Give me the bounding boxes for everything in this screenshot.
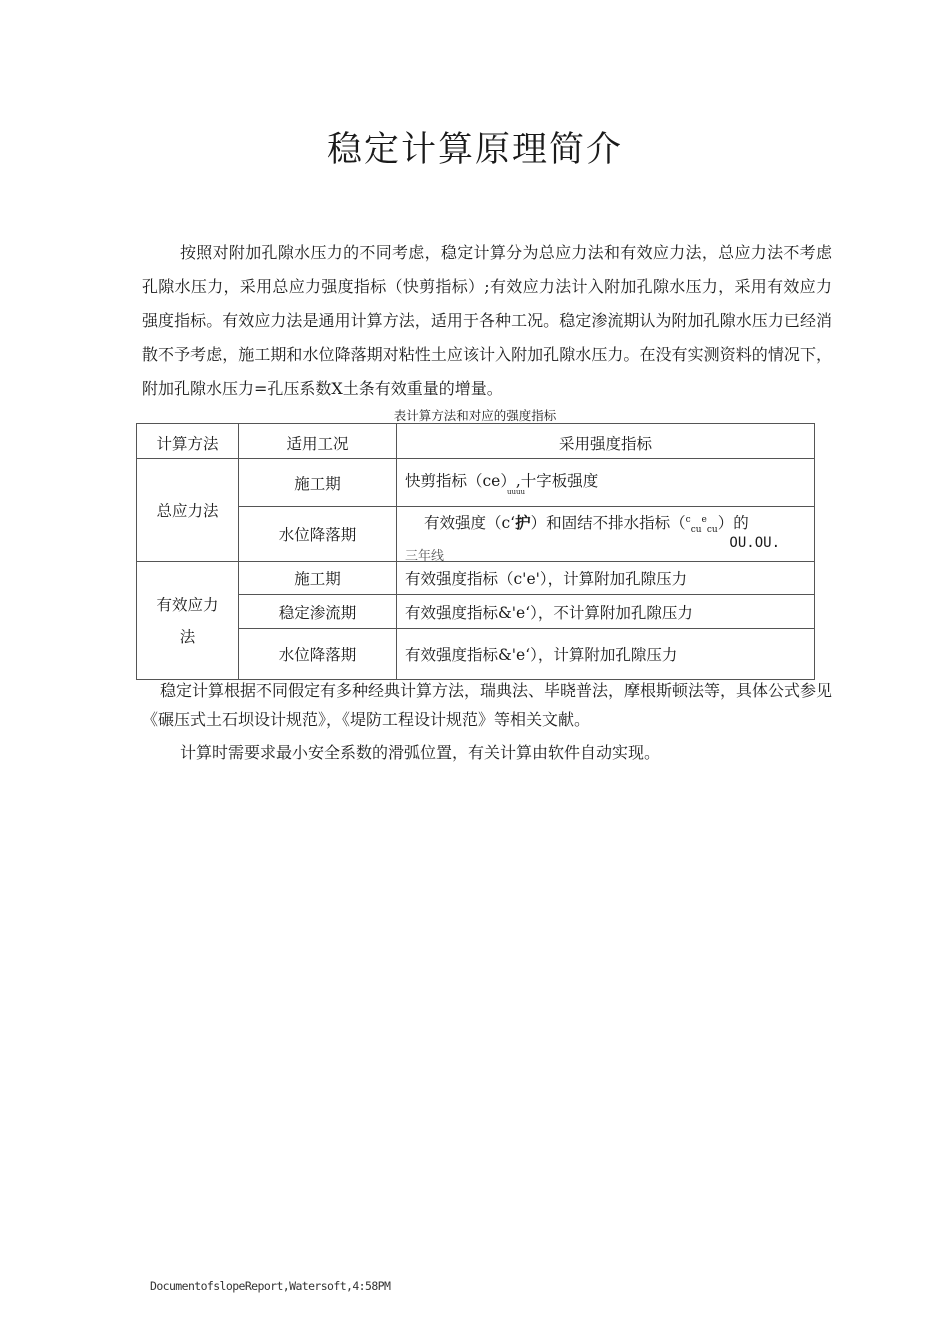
index-cell: 快剪指标（ce）,十字板强度 uuuu bbox=[397, 459, 815, 507]
header-index: 采用强度指标 bbox=[397, 424, 815, 459]
table-row bbox=[137, 459, 815, 507]
index-cut-text: 三年线 bbox=[405, 549, 445, 565]
header-condition: 适用工况 bbox=[239, 424, 397, 459]
methods-paragraph: 稳定计算根据不同假定有多种经典计算方法，瑞典法、毕晓普法，摩根斯顿法等，具体公式参见《碾压式土石坝设计规范》，《堤防工程设计规范》等相关文献。 bbox=[142, 681, 833, 729]
method-effective-stress: 有效应力 法 bbox=[137, 562, 239, 680]
table-row bbox=[137, 595, 815, 629]
index-cell: 有效强度指标&'e‘），计算附加孔隙压力 bbox=[397, 629, 815, 680]
index-cell: 有效强度指标（c'e'），计算附加孔隙压力 bbox=[397, 562, 815, 595]
index-cell: 有效强度指标&'e‘），不计算附加孔隙压力 bbox=[397, 595, 815, 629]
header-method: 计算方法 bbox=[137, 424, 239, 459]
condition-cell: 施工期 bbox=[239, 562, 397, 595]
table-caption: 表计算方法和对应的强度指标 bbox=[393, 408, 557, 423]
intro-paragraph: 按照对附加孔隙水压力的不同考虑，稳定计算分为总应力法和有效应力法，总应力法不考虑孔隙水压力，采用总应力强度指标（快剪指标）;有效应力法计入附加孔隙水压力，采用有效应力强度指标。有效应力法是通用计算方法，适用于各种工况。稳定渗流期认为附加孔隙水压力已经消散不予考虑，施工期和水位降落期对粘性土应该计入附加孔隙水压力。在没有实测资料的情况下，附加孔隙水压力=孔压系数X土条有效重量的增量。 bbox=[142, 243, 832, 398]
method-total-stress: 总应力法 bbox=[137, 459, 239, 562]
page-footer: DocumentofslopeReport,Watersoft,4:58PM bbox=[150, 1279, 391, 1293]
table-row bbox=[137, 562, 815, 595]
table-row bbox=[137, 629, 815, 680]
strength-index-table bbox=[136, 423, 815, 680]
index-ou-note: OU.OU. bbox=[729, 535, 780, 552]
table-header-row bbox=[137, 424, 815, 459]
condition-cell: 水位降落期 bbox=[239, 507, 397, 562]
condition-cell: 稳定渗流期 bbox=[239, 595, 397, 629]
software-paragraph: 计算时需要求最小安全系数的滑弧位置，有关计算由软件自动实现。 bbox=[180, 743, 661, 762]
index-note: uuuu bbox=[507, 488, 526, 496]
index-cell: 有效强度（c‘护）和固结不排水指标（$^c_{cu}^e_{cu}$）的 OU.OU. 三年线 bbox=[397, 507, 815, 562]
condition-cell: 施工期 bbox=[239, 459, 397, 507]
condition-cell: 水位降落期 bbox=[239, 629, 397, 680]
page-title: 稳定计算原理简介 bbox=[326, 130, 623, 170]
table-row bbox=[137, 507, 815, 562]
